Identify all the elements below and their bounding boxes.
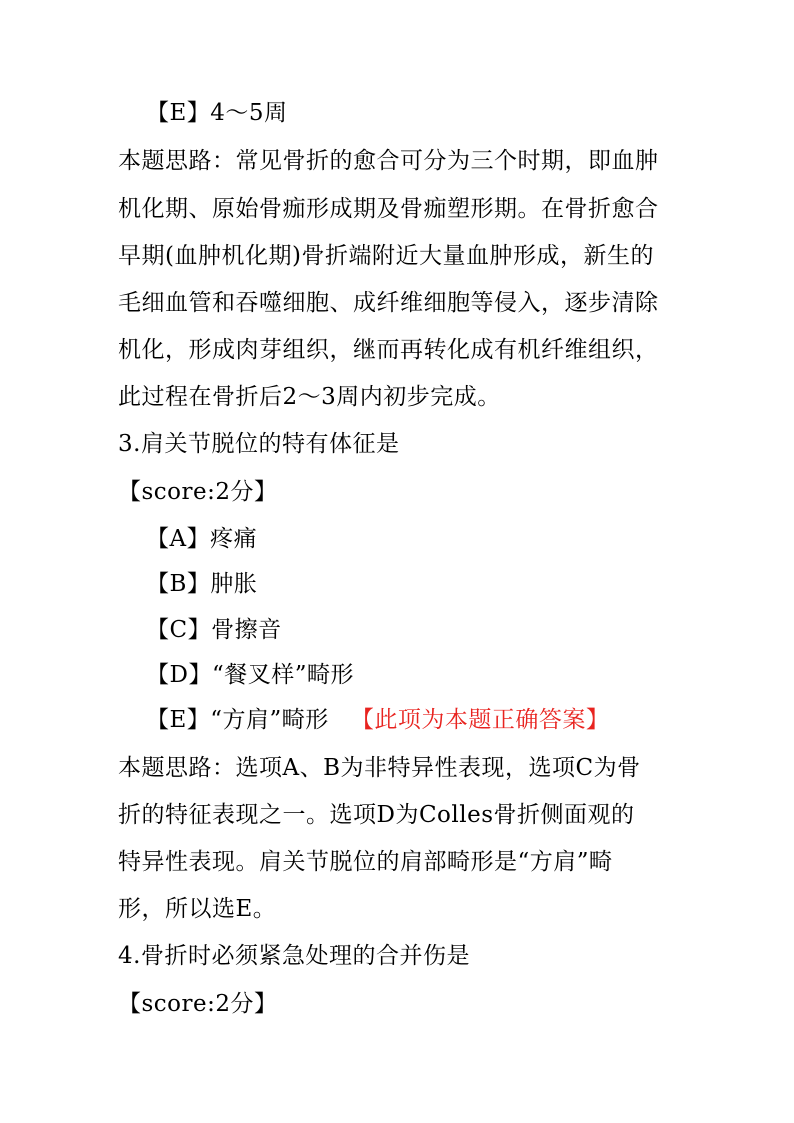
correct-answer-mark: 【此项为本题正确答案】 xyxy=(350,707,610,733)
q3-option-d: 【D】“餐叉样”畸形 xyxy=(146,662,354,688)
q3-score: 【score:2分】 xyxy=(118,479,278,505)
q2-thinking-line-2: 机化期、原始骨痂形成期及骨痂塑形期。在骨折愈合 xyxy=(118,196,659,222)
q2-thinking-line-5: 机化，形成肉芽组织，继而再转化成有机纤维组织， xyxy=(118,337,659,363)
q3-thinking-line-4: 形，所以选E。 xyxy=(118,896,277,922)
q2-thinking-line-4: 毛细血管和吞噬细胞、成纤维细胞等侵入，逐步清除 xyxy=(118,290,659,316)
q3-thinking-line-3: 特异性表现。肩关节脱位的肩部畸形是“方肩”畸 xyxy=(118,849,613,875)
q3-option-c: 【C】骨擦音 xyxy=(146,617,282,643)
q3-option-e: 【E】“方肩”畸形 xyxy=(146,707,329,733)
q3-option-e-row xyxy=(146,705,716,735)
q4-stem: 4.骨折时必须紧急处理的合并伤是 xyxy=(118,943,470,969)
q3-stem: 3.肩关节脱位的特有体征是 xyxy=(118,431,400,457)
q2-thinking-line-1: 本题思路：常见骨折的愈合可分为三个时期，即血肿 xyxy=(118,148,659,174)
q2-option-e: 【E】4～5周 xyxy=(146,100,288,126)
q3-thinking-line-2: 折的特征表现之一。选项D为Colles骨折侧面观的 xyxy=(118,802,635,828)
q3-option-a: 【A】疼痛 xyxy=(146,526,258,552)
q2-thinking-line-6: 此过程在骨折后2～3周内初步完成。 xyxy=(118,384,501,410)
q3-option-b: 【B】肿胀 xyxy=(146,571,258,597)
q4-score: 【score:2分】 xyxy=(118,991,278,1017)
q2-thinking-line-3: 早期(血肿机化期)骨折端附近大量血肿形成，新生的 xyxy=(118,243,654,269)
q3-thinking-line-1: 本题思路：选项A、B为非特异性表现，选项C为骨 xyxy=(118,755,641,781)
